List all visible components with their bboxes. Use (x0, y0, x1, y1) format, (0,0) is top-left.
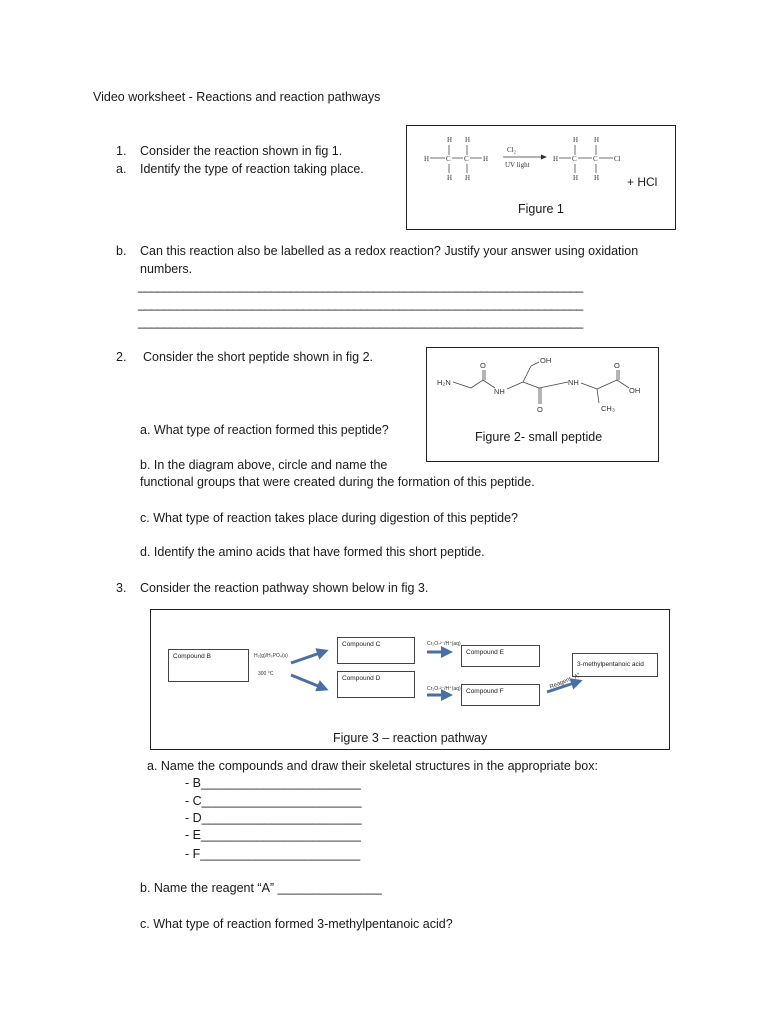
q1-text: Consider the reaction shown in fig 1. (140, 144, 343, 158)
carbonyl-o: O (614, 361, 620, 370)
peptide-structure (427, 348, 658, 428)
compound-d-box: Compound D (337, 671, 415, 698)
compound-e-box: Compound E (461, 645, 540, 667)
answer-line: ______________________________________________________________________ (138, 279, 583, 293)
q2c-text: c. What type of reaction takes place during digestion of this peptide? (140, 511, 519, 525)
q3a-text: a. Name the compounds and draw their skeletal structures in the appropriate box: (147, 759, 598, 773)
q2d-text: d. Identify the amino acids that have formed this short peptide. (140, 545, 485, 559)
q3-text: Consider the reaction pathway shown below in fig 3. (140, 581, 429, 595)
figure-3 (150, 609, 670, 750)
pathway-arrows (151, 610, 669, 720)
product-box: 3-methylpentanoic acid (572, 653, 658, 677)
h-atom: H (573, 174, 579, 182)
h-atom: H (594, 136, 600, 144)
h-atom: H (424, 155, 430, 163)
temperature-b: 300 °C (258, 671, 274, 677)
cl-atom: Cl (614, 155, 621, 163)
page-title: Video worksheet - Reactions and reaction pathways (93, 90, 381, 104)
q3b-text: b. Name the reagent “A” _______________ (140, 881, 382, 895)
answer-b: - B_______________________ (185, 776, 361, 790)
h-atom: H (465, 174, 471, 182)
q3c-text: c. What type of reaction formed 3-methylpentanoic acid? (140, 917, 453, 931)
q2-number: 2. (116, 350, 127, 364)
answer-e: - E_______________________ (185, 828, 361, 842)
hydroxyl-group: OH (629, 386, 641, 395)
h-atom: H (465, 136, 471, 144)
condition-d-to-f: Cr₂O₇²⁻/H⁺(aq) (427, 686, 461, 692)
figure-1-caption: Figure 1 (518, 202, 564, 216)
q1b-label: b. (116, 244, 127, 258)
h-atom: H (594, 174, 600, 182)
arrow-f-to-product (547, 682, 577, 692)
amide-nh: NH (494, 387, 505, 396)
reagent-cl2: Cl₂ (507, 146, 517, 154)
amide-nh: NH (568, 378, 579, 387)
q2-text: Consider the short peptide shown in fig 2. (143, 350, 373, 364)
h-atom: H (447, 174, 453, 182)
q3-number: 3. (116, 581, 127, 595)
answer-c: - C_______________________ (185, 794, 362, 808)
reagent-a-label: Reagent “A” (549, 672, 582, 691)
figure-2-caption: Figure 2- small peptide (475, 430, 603, 444)
c-atom: C (446, 155, 451, 163)
answer-line: ______________________________________________________________________ (138, 315, 583, 329)
answer-f: - F_______________________ (185, 847, 361, 861)
hydroxyl-group: OH (540, 356, 552, 365)
carbonyl-o: O (480, 361, 486, 370)
h-atom: H (573, 136, 579, 144)
q2b-text: b. In the diagram above, circle and name the (140, 458, 388, 472)
c-atom: C (464, 155, 469, 163)
q1b-text: Can this reaction also be labelled as a redox reaction? Justify your answer using oxidation (140, 244, 639, 258)
amine-group: H₂N (437, 378, 451, 387)
answer-d: - D_______________________ (185, 811, 362, 825)
reagent-uv: UV light (505, 161, 530, 169)
figure-1 (406, 125, 676, 230)
q1a-label: a. (116, 162, 127, 176)
carbonyl-o: O (537, 405, 543, 414)
condition-c-to-e: Cr₂O₇²⁻/H⁺(aq) (427, 641, 461, 647)
c-atom: C (572, 155, 577, 163)
c-atom: C (593, 155, 598, 163)
h-atom: H (483, 155, 489, 163)
hcl-product: + HCl (627, 175, 658, 189)
q2b-text-cont: functional groups that were created during the formation of this peptide. (140, 475, 535, 489)
compound-f-box: Compound F (461, 684, 540, 706)
q1a-text: Identify the type of reaction taking place. (140, 162, 364, 176)
h-atom: H (553, 155, 559, 163)
h-atom: H (447, 136, 453, 144)
compound-b-box: Compound B (168, 649, 249, 682)
methyl-group: CH₃ (601, 404, 615, 413)
figure-3-caption: Figure 3 – reaction pathway (333, 731, 488, 745)
q1b-text-cont: numbers. (140, 262, 193, 276)
answer-line: ______________________________________________________________________ (138, 297, 583, 311)
compound-c-box: Compound C (337, 637, 415, 664)
arrow-b-to-c (291, 652, 323, 663)
condition-b: H₂(g)/H₃PO₄(s) (254, 653, 288, 659)
figure-2 (426, 347, 659, 462)
q1-number: 1. (116, 144, 127, 158)
arrow-b-to-d (291, 675, 323, 688)
q2a-text: a. What type of reaction formed this peptide? (140, 423, 389, 437)
